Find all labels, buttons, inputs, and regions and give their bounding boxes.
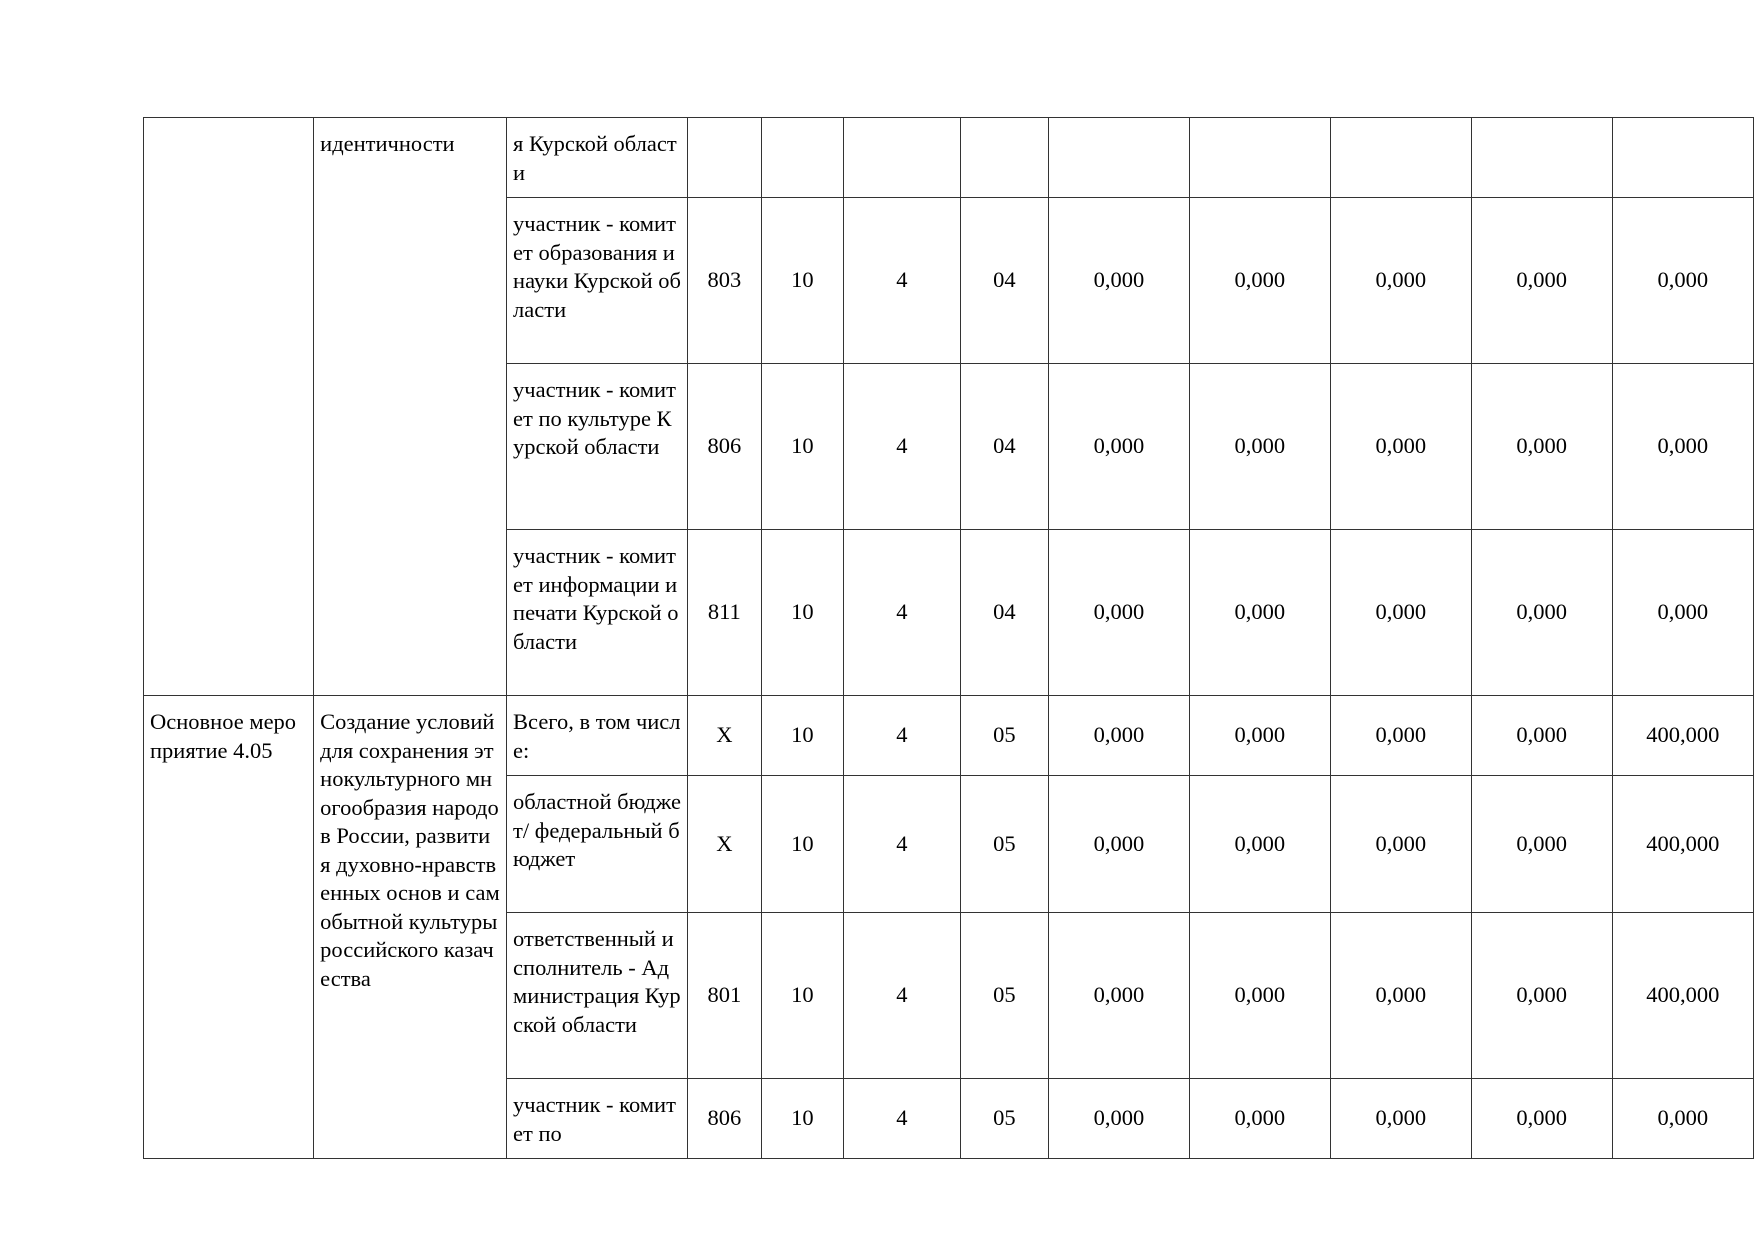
amount-cell: 0,000 <box>1048 530 1189 696</box>
amount-cell <box>1471 118 1612 198</box>
responsible-cell: участник - комитет образования и науки Курской области <box>507 198 688 364</box>
amount-cell: 0,000 <box>1330 530 1471 696</box>
responsible-cell: участник - комитет по <box>507 1079 688 1159</box>
amount-cell: 0,000 <box>1189 1079 1330 1159</box>
amount-cell: 400,000 <box>1612 913 1753 1079</box>
amount-cell: 0,000 <box>1471 198 1612 364</box>
amount-cell: 0,000 <box>1612 198 1753 364</box>
code-cell: 4 <box>843 1079 960 1159</box>
amount-cell <box>1189 118 1330 198</box>
code-cell: 10 <box>761 776 843 913</box>
amount-cell: 0,000 <box>1330 1079 1471 1159</box>
amount-cell: 0,000 <box>1471 530 1612 696</box>
code-cell: 04 <box>960 530 1048 696</box>
responsible-cell: я Курской области <box>507 118 688 198</box>
code-cell: 05 <box>960 696 1048 776</box>
code-cell: X <box>688 776 762 913</box>
code-cell: 10 <box>761 1079 843 1159</box>
amount-cell: 0,000 <box>1330 913 1471 1079</box>
code-cell <box>843 118 960 198</box>
code-cell: 10 <box>761 530 843 696</box>
code-cell: 4 <box>843 913 960 1079</box>
responsible-cell: участник - комитет по культуре Курской области <box>507 364 688 530</box>
amount-cell: 0,000 <box>1048 198 1189 364</box>
program-name-cell: Создание условий для сохранения этнокультурного многообразия народов России, развития духовно-нравственных основ и самобытной культуры российского казачества <box>314 696 507 1159</box>
amount-cell: 0,000 <box>1189 696 1330 776</box>
code-cell: 10 <box>761 364 843 530</box>
responsible-cell: участник - комитет информации и печати Курской области <box>507 530 688 696</box>
responsible-cell: Всего, в том числе: <box>507 696 688 776</box>
amount-cell: 0,000 <box>1471 776 1612 913</box>
status-cell: Основное мероприятие 4.05 <box>144 696 314 1159</box>
amount-cell: 0,000 <box>1330 776 1471 913</box>
code-cell: 801 <box>688 913 762 1079</box>
code-cell: 4 <box>843 776 960 913</box>
code-cell: 4 <box>843 530 960 696</box>
amount-cell <box>1612 118 1753 198</box>
code-cell: 10 <box>761 198 843 364</box>
table-row <box>144 696 1754 776</box>
amount-cell: 0,000 <box>1048 1079 1189 1159</box>
code-cell: 4 <box>843 364 960 530</box>
amount-cell: 400,000 <box>1612 696 1753 776</box>
responsible-cell: областной бюджет/ федеральный бюджет <box>507 776 688 913</box>
amount-cell: 0,000 <box>1048 913 1189 1079</box>
amount-cell: 0,000 <box>1471 913 1612 1079</box>
code-cell: 806 <box>688 364 762 530</box>
code-cell: 05 <box>960 913 1048 1079</box>
code-cell: 10 <box>761 696 843 776</box>
code-cell: 04 <box>960 198 1048 364</box>
code-cell: 4 <box>843 198 960 364</box>
amount-cell: 0,000 <box>1189 198 1330 364</box>
code-cell <box>761 118 843 198</box>
amount-cell: 0,000 <box>1048 696 1189 776</box>
amount-cell: 0,000 <box>1330 364 1471 530</box>
amount-cell <box>1048 118 1189 198</box>
amount-cell: 0,000 <box>1189 776 1330 913</box>
amount-cell: 400,000 <box>1612 776 1753 913</box>
program-name-cell: идентичности <box>314 118 507 696</box>
code-cell: 04 <box>960 364 1048 530</box>
amount-cell: 0,000 <box>1612 364 1753 530</box>
budget-table <box>143 117 1754 1159</box>
table-row <box>144 118 1754 198</box>
amount-cell: 0,000 <box>1612 1079 1753 1159</box>
responsible-cell: ответственный исполнитель - Администрация Курской области <box>507 913 688 1079</box>
amount-cell: 0,000 <box>1471 1079 1612 1159</box>
code-cell: 811 <box>688 530 762 696</box>
code-cell: 10 <box>761 913 843 1079</box>
code-cell: 05 <box>960 776 1048 913</box>
amount-cell: 0,000 <box>1330 696 1471 776</box>
code-cell: 05 <box>960 1079 1048 1159</box>
amount-cell: 0,000 <box>1048 776 1189 913</box>
code-cell <box>960 118 1048 198</box>
status-cell <box>144 118 314 696</box>
amount-cell: 0,000 <box>1612 530 1753 696</box>
code-cell: X <box>688 696 762 776</box>
amount-cell: 0,000 <box>1189 913 1330 1079</box>
amount-cell: 0,000 <box>1189 530 1330 696</box>
amount-cell: 0,000 <box>1189 364 1330 530</box>
code-cell: 4 <box>843 696 960 776</box>
amount-cell: 0,000 <box>1048 364 1189 530</box>
code-cell: 806 <box>688 1079 762 1159</box>
amount-cell: 0,000 <box>1330 198 1471 364</box>
code-cell <box>688 118 762 198</box>
amount-cell: 0,000 <box>1471 364 1612 530</box>
code-cell: 803 <box>688 198 762 364</box>
amount-cell <box>1330 118 1471 198</box>
amount-cell: 0,000 <box>1471 696 1612 776</box>
